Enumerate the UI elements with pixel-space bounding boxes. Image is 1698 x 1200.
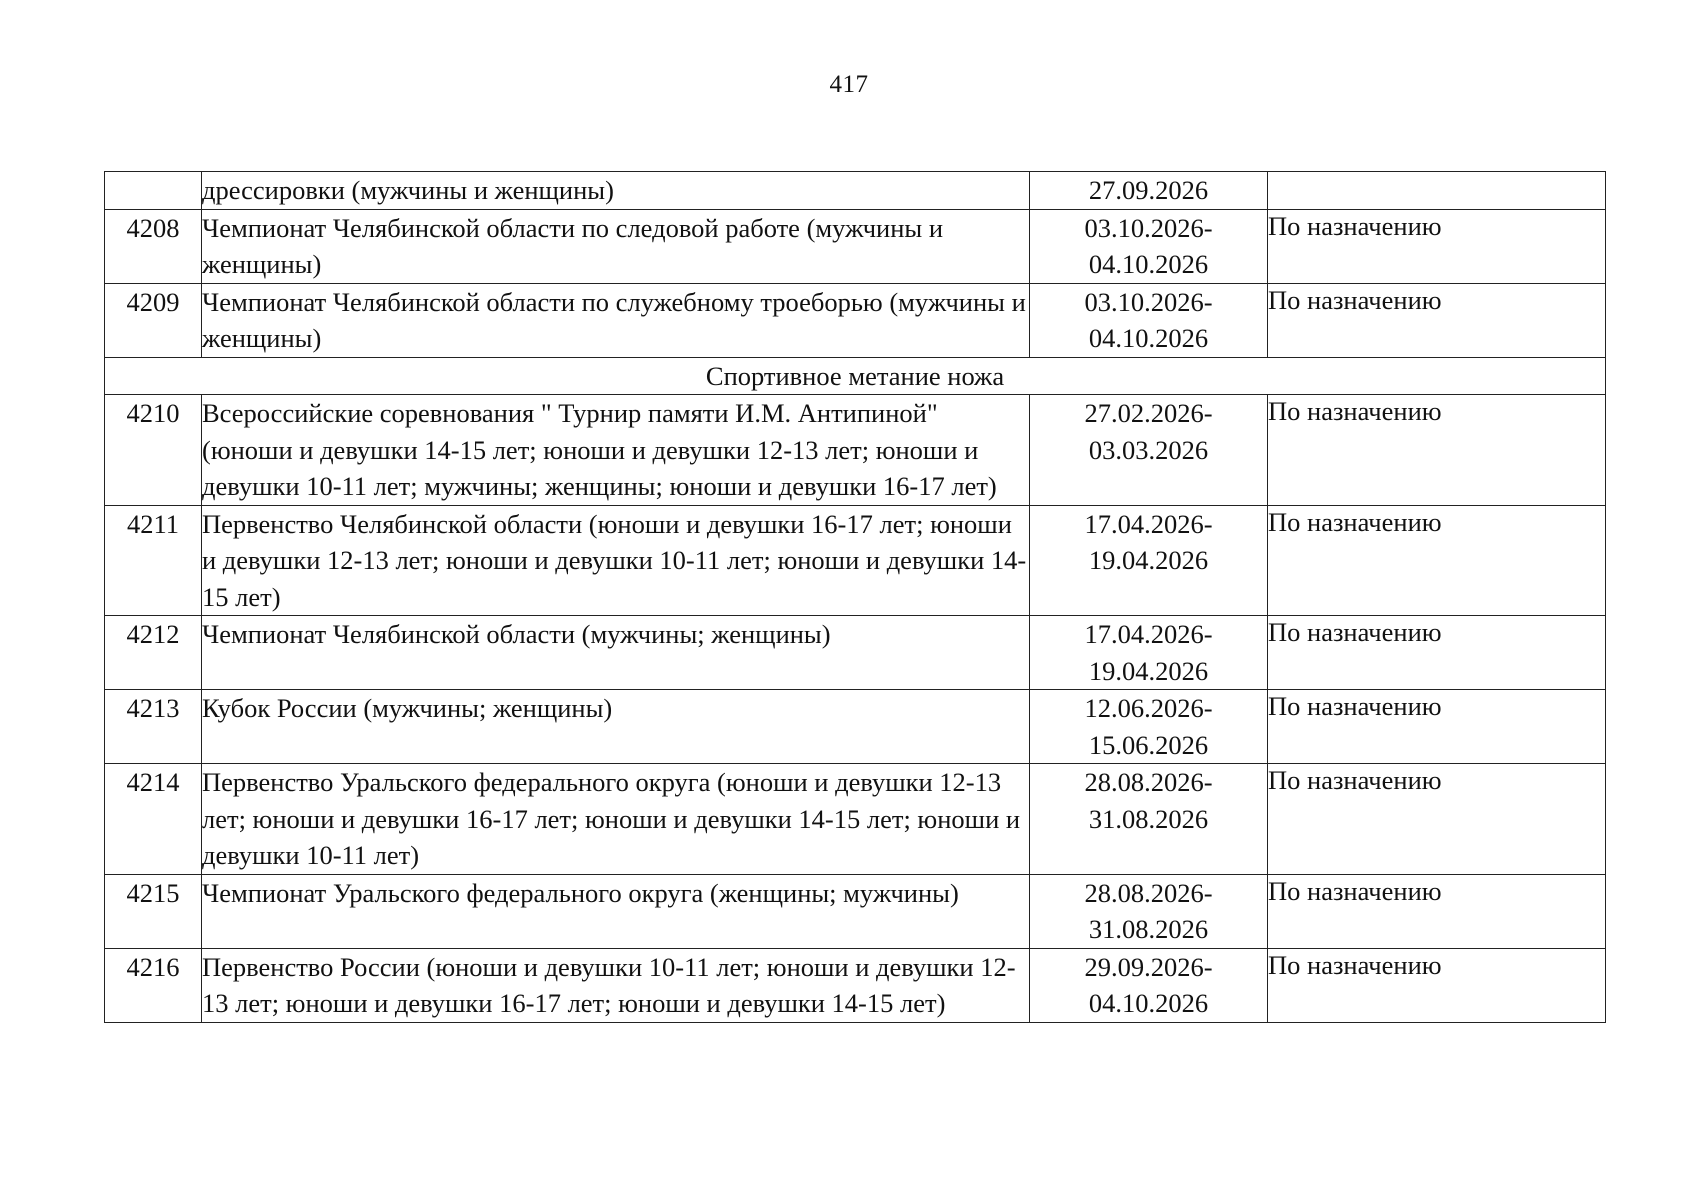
event-date-cell: 27.02.2026- 03.03.2026 [1030,395,1268,506]
table-row [105,616,1606,690]
event-number-cell: 4212 [105,616,202,690]
table-row [105,690,1606,764]
event-name-cell: дрессировки (мужчины и женщины) [202,172,1030,210]
event-date-cell: 17.04.2026- 19.04.2026 [1030,616,1268,690]
event-note-cell [1268,172,1606,210]
event-name-cell: Кубок России (мужчины; женщины) [202,690,1030,764]
table-row [105,283,1606,357]
section-title: Спортивное метание ножа [105,357,1606,395]
table-row [105,209,1606,283]
event-note-cell: По назначению [1268,395,1606,506]
table-row [105,764,1606,875]
page-number: 417 [829,71,869,98]
event-name-cell: Чемпионат Челябинской области (мужчины; женщины) [202,616,1030,690]
event-note-cell: По назначению [1268,948,1606,1022]
event-number-cell: 4214 [105,764,202,875]
table-row [105,948,1606,1022]
event-date-cell: 28.08.2026- 31.08.2026 [1030,874,1268,948]
event-date-cell: 29.09.2026- 04.10.2026 [1030,948,1268,1022]
event-note-cell: По назначению [1268,690,1606,764]
event-number-cell: 4211 [105,505,202,616]
table-row [105,395,1606,506]
event-date-cell: 12.06.2026- 15.06.2026 [1030,690,1268,764]
event-name-cell: Чемпионат Челябинской области по служебному троеборью (мужчины и женщины) [202,283,1030,357]
event-name-cell: Первенство Уральского федерального округа (юноши и девушки 12-13 лет; юноши и девушки 16-17 лет; юноши и девушки 14-15 лет; юноши и девушки 10-11 лет) [202,764,1030,875]
event-number-cell: 4215 [105,874,202,948]
event-name-cell: Всероссийские соревнования " Турнир памяти И.М. Антипиной" (юноши и девушки 14-15 лет; юноши и девушки 12-13 лет; юноши и девушки 10-11 лет; мужчины; женщины; юноши и девушки 16-17 лет) [202,395,1030,506]
event-name-cell: Чемпионат Челябинской области по следовой работе (мужчины и женщины) [202,209,1030,283]
event-note-cell: По назначению [1268,505,1606,616]
event-name-cell: Первенство Челябинской области (юноши и девушки 16-17 лет; юноши и девушки 12-13 лет; юноши и девушки 10-11 лет; юноши и девушки 14-15 лет) [202,505,1030,616]
event-number-cell [105,172,202,210]
event-number-cell: 4213 [105,690,202,764]
table-row [105,874,1606,948]
events-table [104,171,1606,1023]
event-number-cell: 4208 [105,209,202,283]
event-note-cell: По назначению [1268,874,1606,948]
event-number-cell: 4216 [105,948,202,1022]
event-date-cell: 03.10.2026- 04.10.2026 [1030,209,1268,283]
event-date-cell: 27.09.2026 [1030,172,1268,210]
table-row [105,505,1606,616]
event-date-cell: 03.10.2026- 04.10.2026 [1030,283,1268,357]
event-note-cell: По назначению [1268,616,1606,690]
event-date-cell: 17.04.2026- 19.04.2026 [1030,505,1268,616]
event-note-cell: По назначению [1268,209,1606,283]
event-note-cell: По назначению [1268,283,1606,357]
event-name-cell: Первенство России (юноши и девушки 10-11 лет; юноши и девушки 12-13 лет; юноши и девушки 16-17 лет; юноши и девушки 14-15 лет) [202,948,1030,1022]
event-date-cell: 28.08.2026- 31.08.2026 [1030,764,1268,875]
table-row [105,172,1606,210]
event-number-cell: 4209 [105,283,202,357]
events-table-body [105,172,1606,1023]
event-note-cell: По назначению [1268,764,1606,875]
section-header-row [105,357,1606,395]
event-number-cell: 4210 [105,395,202,506]
event-name-cell: Чемпионат Уральского федерального округа (женщины; мужчины) [202,874,1030,948]
